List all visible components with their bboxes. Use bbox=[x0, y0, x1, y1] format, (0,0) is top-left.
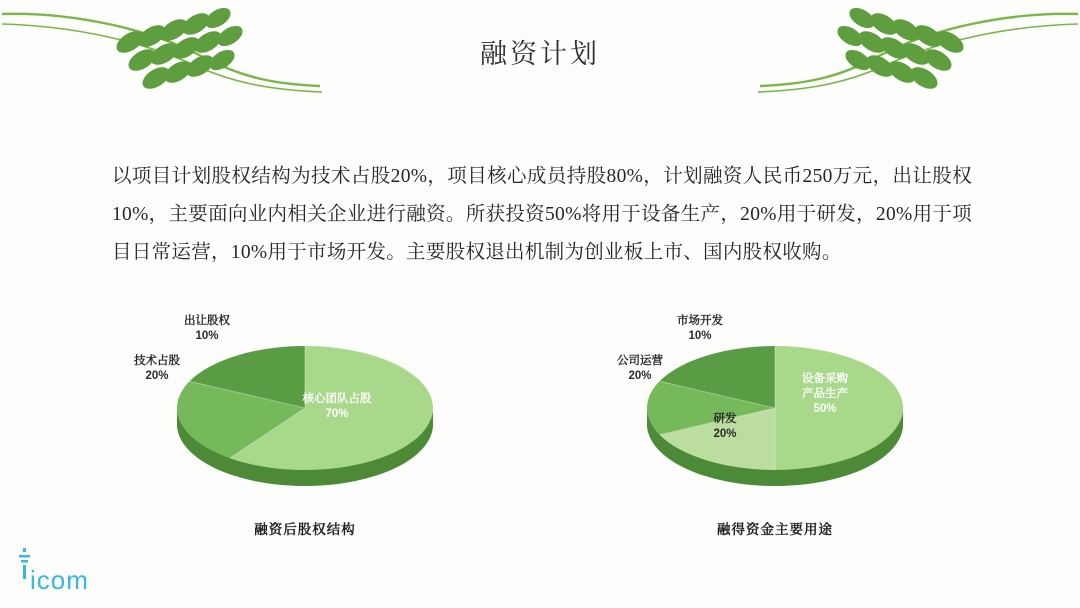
brand-logo-text: icom bbox=[30, 565, 89, 595]
pie2-slice3-label: 公司运营 20% bbox=[617, 355, 663, 382]
page-title: 融资计划 bbox=[480, 39, 600, 69]
chart-fund-usage bbox=[560, 296, 990, 537]
pie2-slice4-label: 市场开发 10% bbox=[677, 315, 723, 342]
chart-2-caption: 融得资金主要用途 bbox=[717, 522, 833, 537]
charts-area bbox=[0, 296, 1080, 546]
chart-1-caption: 融资后股权结构 bbox=[254, 522, 356, 537]
pie1-slice3-label: 出让股权 10% bbox=[184, 315, 230, 342]
pie1-slice1-label: 核心团队占股 70% bbox=[302, 393, 372, 420]
pie2-slice1-label: 设备采购 产品生产 50% bbox=[802, 373, 848, 415]
slide-header bbox=[0, 0, 1080, 104]
pie2-slice2-label: 研发 20% bbox=[713, 413, 737, 440]
chart-equity-structure bbox=[90, 296, 520, 537]
pie-chart-2 bbox=[560, 296, 990, 506]
body-paragraph: 以项目计划股权结构为技术占股20%，项目核心成员持股80%，计划融资人民币250万元，出让股权10%，主要面向业内相关企业进行融资。所获投资50%将用于设备生产，20%用于研发，20%用于项目日常运营，10%用于市场开发。主要股权退出机制为创业板上市、国内股权收购。 bbox=[112, 166, 972, 263]
pie1-slice2-label: 技术占股 20% bbox=[134, 355, 180, 382]
pie-chart-1 bbox=[90, 296, 520, 506]
